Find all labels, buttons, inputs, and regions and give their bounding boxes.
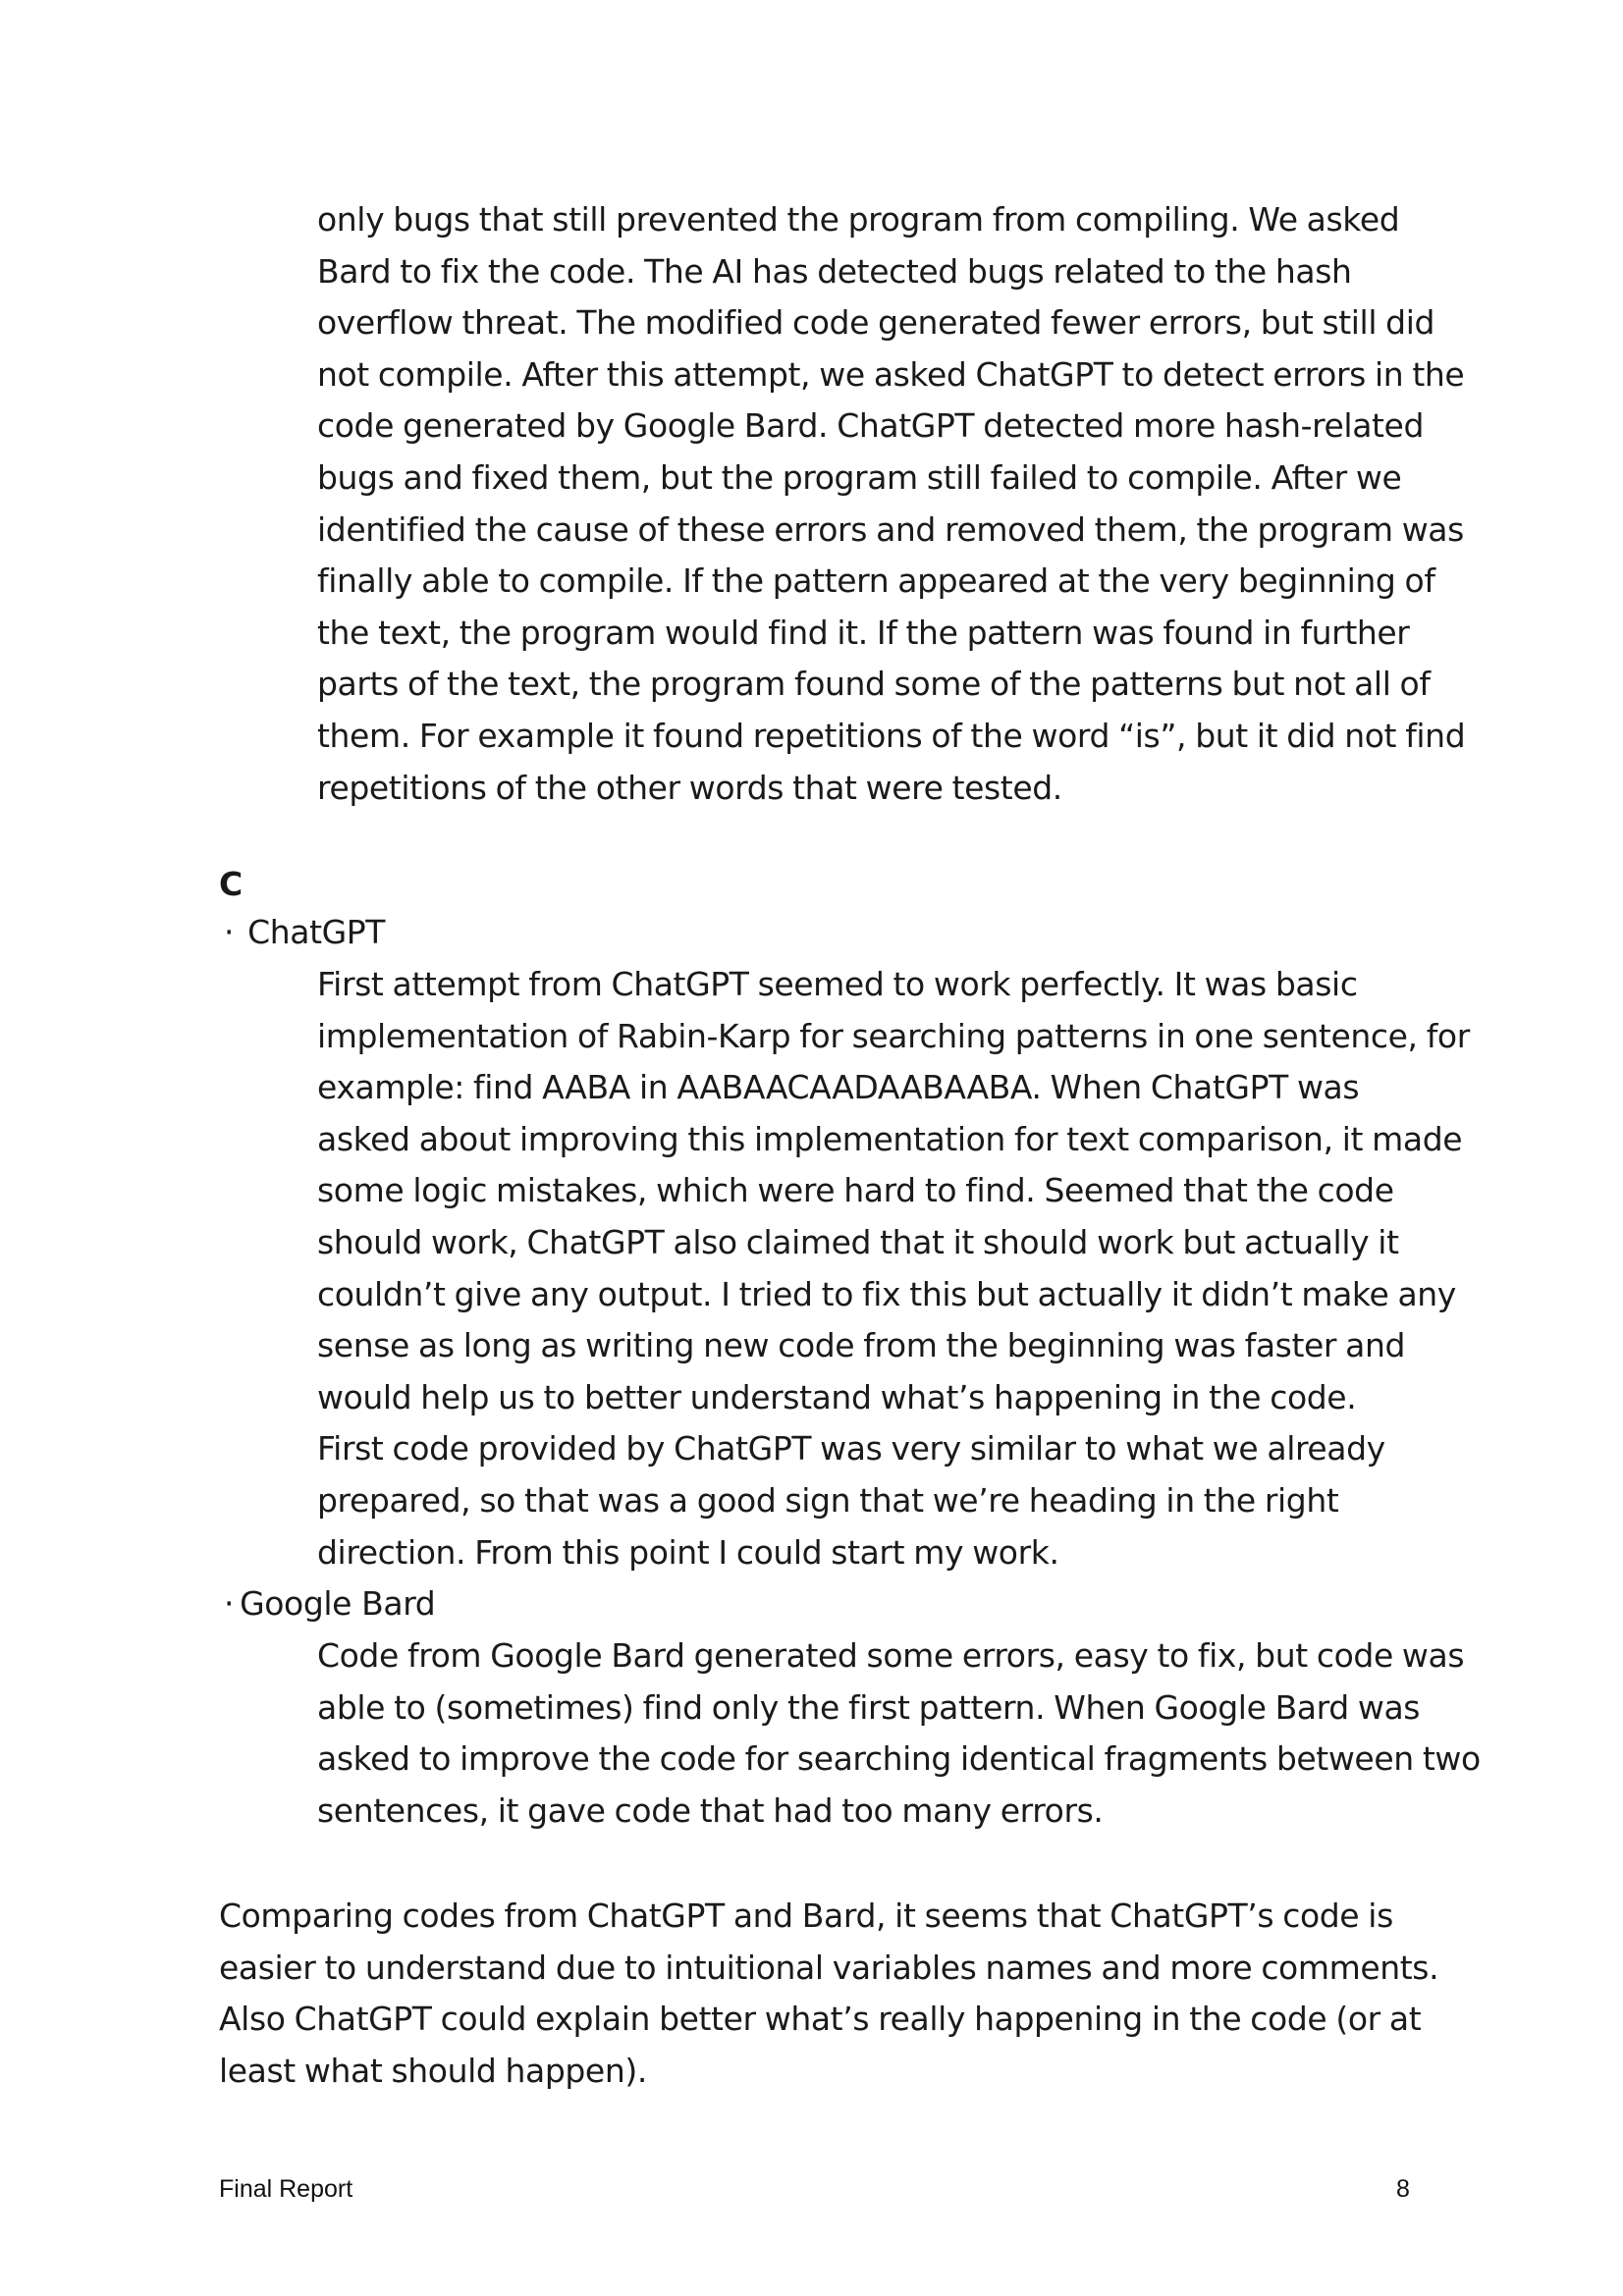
paragraph-google-bard [317,1630,1481,1837]
text-line: Code from Google Bard generated some errors, easy to fix, but code was [317,1636,1465,1675]
text-line: First code provided by ChatGPT was very similar to what we already [317,1429,1385,1468]
text-line: repetitions of the other words that were tested. [317,768,1062,807]
text-line: prepared, so that was a good sign that we’re heading in the right [317,1480,1339,1520]
bullet-chatgpt [224,907,385,958]
text-line: Comparing codes from ChatGPT and Bard, it seems that ChatGPT’s code is [219,1896,1393,1935]
footer-title: Final Report [219,2175,353,2203]
text-line: sense as long as writing new code from the beginning was faster and [317,1326,1406,1365]
paragraph-chatgpt [317,959,1470,1578]
bullet-label: ChatGPT [247,913,386,951]
text-line: First attempt from ChatGPT seemed to work perfectly. It was basic [317,965,1358,1003]
text-line: code generated by Google Bard. ChatGPT detected more hash-related [317,406,1425,446]
text-line: would help us to better understand what’s happening in the code. [317,1377,1357,1416]
text-line: sentences, it gave code that had too many errors. [317,1790,1104,1830]
text-line: easier to understand due to intuitional variables names and more comments. [219,1948,1439,1987]
text-line: able to (sometimes) find only the first pattern. When Google Bard was [317,1687,1421,1727]
text-line: Bard to fix the code. The AI has detected bugs related to the hash [317,251,1352,291]
bullet-google-bard [224,1578,435,1629]
text-line: should work, ChatGPT also claimed that it should work but actually it [317,1222,1399,1261]
text-line: direction. From this point I could start my work. [317,1532,1059,1572]
bullet-dot-icon: · [224,913,235,951]
text-line: couldn’t give any output. I tried to fix this but actually it didn’t make any [317,1274,1456,1313]
text-line: bugs and fixed them, but the program still failed to compile. After we [317,457,1402,497]
bullet-dot-icon: · [224,1584,235,1623]
paragraph-conclusion [219,1891,1439,2097]
text-line: example: find AABA in AABAACAADAABAABA. When ChatGPT was [317,1068,1360,1107]
text-line: the text, the program would find it. If the pattern was found in further [317,613,1410,652]
text-line: least what should happen). [219,2051,647,2090]
text-line: some logic mistakes, which were hard to find. Seemed that the code [317,1171,1394,1210]
page-number: 8 [1396,2175,1410,2203]
text-line: parts of the text, the program found some of the patterns but not all of [317,665,1431,704]
text-line: implementation of Rabin-Karp for searching patterns in one sentence, for [317,1016,1470,1055]
paragraph-bugs-summary [317,194,1466,814]
text-line: Also ChatGPT could explain better what’s really happening in the code (or at [219,2000,1422,2039]
text-line: not compile. After this attempt, we asked ChatGPT to detect errors in the [317,354,1465,394]
text-line: asked to improve the code for searching identical fragments between two [317,1739,1481,1779]
text-line: identified the cause of these errors and removed them, the program was [317,509,1464,549]
text-line: only bugs that still prevented the program from compiling. We asked [317,200,1400,239]
text-line: finally able to compile. If the pattern appeared at the very beginning of [317,561,1435,601]
text-line: them. For example it found repetitions of the word “is”, but it did not find [317,716,1466,755]
section-heading-c: C [219,865,243,903]
bullet-label: Google Bard [240,1584,436,1623]
text-line: overflow threat. The modified code generated fewer errors, but still did [317,303,1435,343]
text-line: asked about improving this implementation for text comparison, it made [317,1119,1463,1158]
